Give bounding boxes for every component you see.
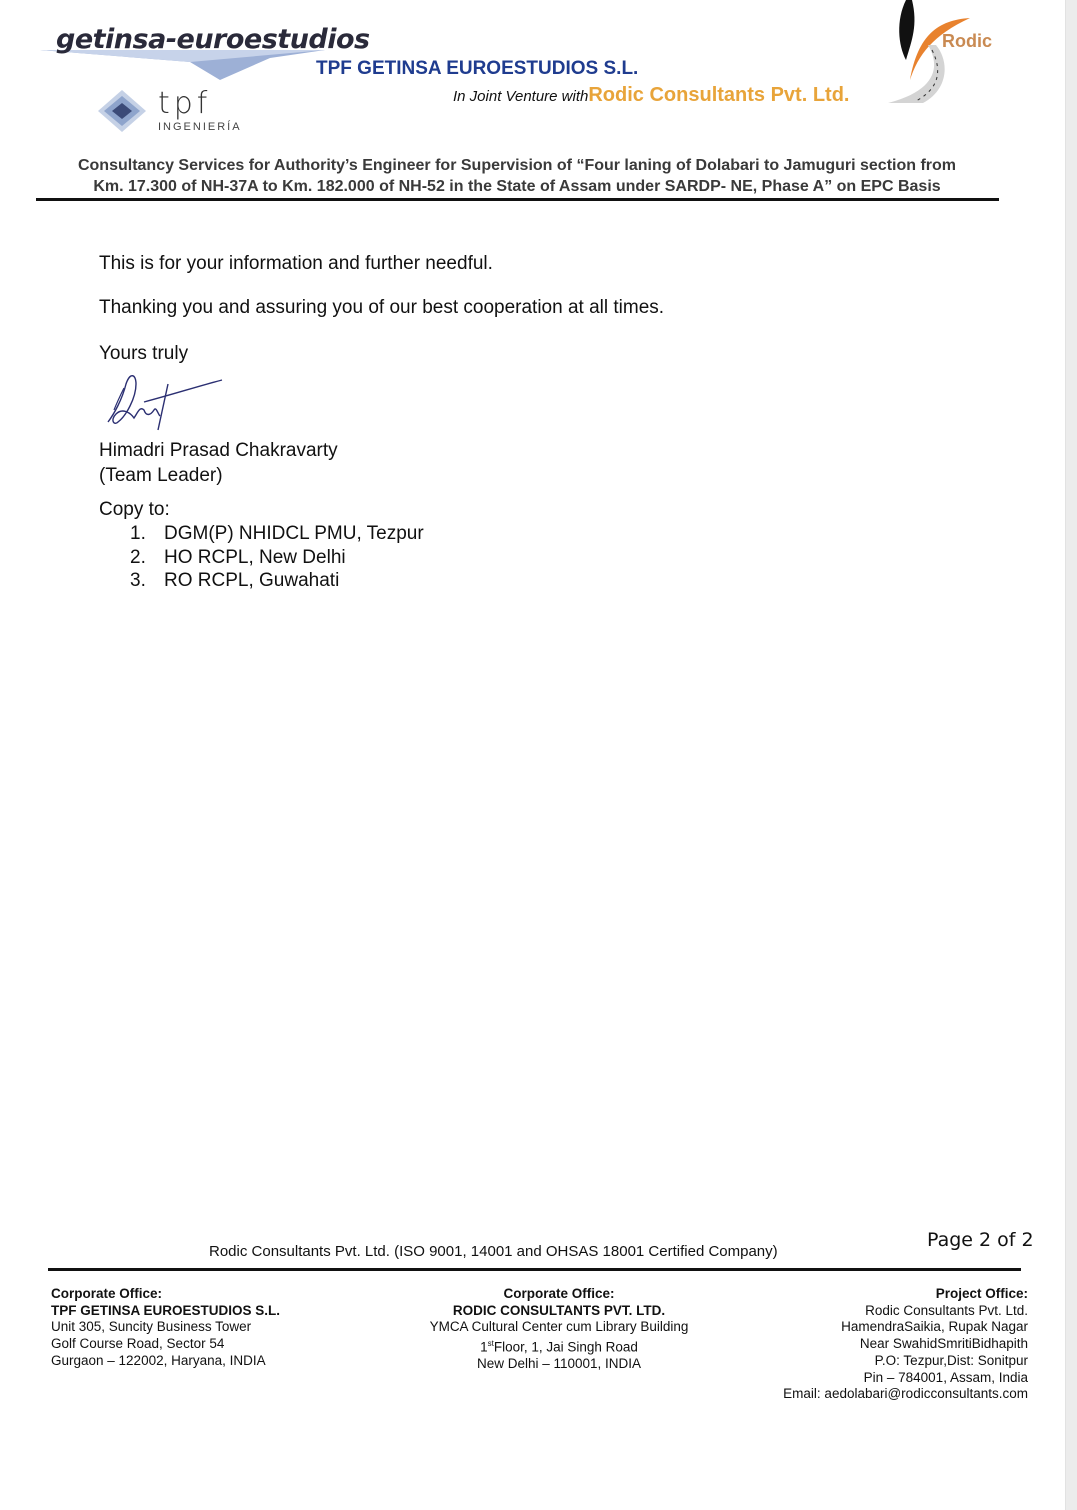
tpf-diamond-logo-icon — [98, 90, 146, 132]
copy-to-item-text: DGM(P) NHIDCL PMU, Tezpur — [164, 523, 424, 544]
project-title-line-2: Km. 17.300 of NH-37A to Km. 182.000 of NH-52 in the State of Assam under SARDP- NE, Phase A” on EPC Basis — [93, 178, 941, 195]
copy-to-item-text: RO RCPL, Guwahati — [164, 570, 340, 591]
copy-to-item-number: 1. — [130, 523, 146, 544]
office-address-line: Near SwahidSmritiBidhapith — [859, 1336, 1028, 1352]
office-company: RODIC CONSULTANTS PVT. LTD. — [452, 1302, 666, 1318]
office-heading: Corporate Office: — [51, 1286, 163, 1301]
office-company: Rodic Consultants Pvt. Ltd. — [865, 1302, 1028, 1318]
office-address-line: Unit 305, Suncity Business Tower — [51, 1319, 252, 1335]
office-heading: Project Office: — [935, 1286, 1028, 1301]
office-address-line: HamendraSaikia, Rupak Nagar — [841, 1319, 1028, 1335]
office-heading: Corporate Office: — [503, 1286, 615, 1301]
office-tpf-getinsa — [51, 1286, 280, 1370]
tpf-logo-text: tpf — [158, 86, 212, 121]
office-address-line: Gurgaon – 122002, Haryana, INDIA — [51, 1352, 266, 1368]
floor-number: 1 — [480, 1339, 488, 1355]
signature-icon — [104, 370, 226, 432]
rodic-road-logo-icon — [888, 0, 978, 104]
office-project — [700, 1286, 1028, 1403]
copy-to-item-number: 2. — [130, 546, 146, 568]
floor-ordinal: st — [487, 1339, 494, 1349]
copy-to-list — [130, 522, 424, 593]
joint-venture-line — [453, 84, 849, 107]
copy-to-label: Copy to: — [99, 499, 170, 520]
rodic-logo-text: Rodic — [942, 31, 993, 51]
office-company: TPF GETINSA EUROESTUDIOS S.L. — [51, 1302, 281, 1318]
certification-line: Rodic Consultants Pvt. Ltd. (ISO 9001, 14001 and OHSAS 18001 Certified Company) — [209, 1243, 778, 1260]
signatory-name: Himadri Prasad Chakravarty — [99, 440, 338, 461]
tpf-ingenieria-text: INGENIERÍA — [158, 121, 242, 133]
floor-address: Floor, 1, Jai Singh Road — [493, 1339, 638, 1355]
copy-to-item-number: 3. — [130, 570, 146, 591]
closing-salutation: Yours truly — [99, 343, 189, 364]
project-title-line-1: Consultancy Services for Authority’s Engineer for Supervision of “Four laning of Dolabari to Jamuguri section from — [77, 157, 957, 174]
office-address-line: P.O: Tezpur,Dist: Sonitpur — [874, 1352, 1028, 1368]
office-address-line: Golf Course Road, Sector 54 — [51, 1336, 225, 1352]
viewer-scrollbar[interactable] — [1065, 0, 1077, 1510]
copy-to-item — [130, 569, 424, 593]
joint-venture-prefix: In Joint Venture with — [453, 88, 589, 105]
project-title — [36, 155, 998, 197]
office-address-line-floor — [400, 1336, 718, 1356]
office-address-line: New Delhi – 110001, INDIA — [476, 1356, 642, 1372]
page-number: Page 2 of 2 — [927, 1229, 1034, 1251]
getinsa-logo-text: getinsa-euroestudios — [56, 24, 370, 55]
company-title: TPF GETINSA EUROESTUDIOS S.L. — [316, 58, 639, 79]
paragraph-information: This is for your information and further needful. — [99, 253, 493, 274]
signatory-title: (Team Leader) — [99, 465, 223, 486]
header-divider — [36, 198, 999, 201]
joint-venture-company: Rodic Consultants Pvt. Ltd. — [588, 84, 850, 106]
office-address-line: Pin – 784001, Assam, India — [863, 1369, 1028, 1385]
copy-to-item — [130, 546, 424, 570]
copy-to-item-text: HO RCPL, New Delhi — [164, 546, 346, 568]
paragraph-thanks: Thanking you and assuring you of our best cooperation at all times. — [99, 297, 665, 318]
footer-divider — [48, 1268, 1021, 1271]
office-rodic-corporate — [400, 1286, 718, 1373]
office-address-line: YMCA Cultural Center cum Library Building — [429, 1319, 689, 1335]
copy-to-item — [130, 522, 424, 546]
office-email[interactable]: Email: aedolabari@rodicconsultants.com — [783, 1386, 1028, 1402]
